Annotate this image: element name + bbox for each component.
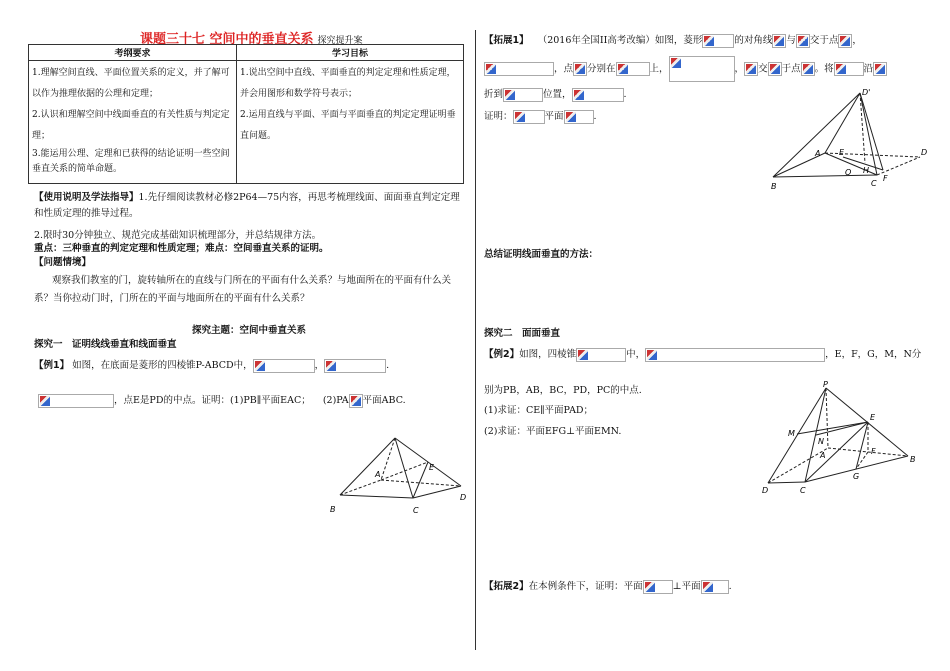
label-G: G xyxy=(853,472,860,481)
label-F: F xyxy=(871,447,876,456)
separator: ， xyxy=(314,360,325,371)
formula-image xyxy=(772,34,786,48)
label-C: C xyxy=(871,179,877,188)
pyramid-figure-1 xyxy=(325,430,470,520)
label-A: A xyxy=(375,470,381,479)
label-P: P xyxy=(823,380,828,389)
formula-image xyxy=(643,580,673,594)
label-F: F xyxy=(883,174,888,183)
ext1-text: 分别在 xyxy=(587,63,616,75)
ex2-text: ，E，F，G，M，N分 xyxy=(825,349,922,360)
example1-text-2: ，点E是PD的中点。证明：(1)PB∥平面EAC； xyxy=(114,395,311,406)
goals-cell xyxy=(237,61,464,184)
example1-line2 xyxy=(38,392,406,408)
extension1-heading: 【拓展1】 xyxy=(484,35,529,46)
label-B: B xyxy=(910,455,916,464)
label-D: D xyxy=(460,493,467,502)
ext1-text: ， xyxy=(734,63,745,75)
page-title: 课题三十七 空间中的垂直关系 探究提升案 xyxy=(140,32,363,47)
label-D: D xyxy=(762,486,769,495)
label-O: O xyxy=(845,168,852,177)
goals-table xyxy=(28,44,464,184)
example1-heading: 【例1】 xyxy=(34,360,70,371)
ext1-text: 平面 xyxy=(544,111,564,122)
example2-line2: 别为PB，AB，BC，PD，PC的中点. xyxy=(484,385,642,396)
summary-heading: 总结证明线面垂直的方法： xyxy=(484,249,599,260)
label-C: C xyxy=(413,506,419,515)
ext2-text: ⊥平面 xyxy=(672,581,701,592)
label-N: N xyxy=(818,437,824,446)
formula-image xyxy=(873,62,887,76)
extension2 xyxy=(484,578,732,594)
formula-image xyxy=(801,62,815,76)
formula-image xyxy=(324,359,386,373)
label-E: E xyxy=(839,148,845,157)
formula-image xyxy=(484,62,554,76)
req-item: 3.能运用公理、定理和已获得的结论证明一些空间垂直关系的简单命题。 xyxy=(32,149,230,174)
label-D-prime: D' xyxy=(862,88,871,97)
formula-image xyxy=(796,34,810,48)
explore2-heading: 探究二 面面垂直 xyxy=(484,328,561,339)
usage-instructions xyxy=(34,190,466,222)
usage-text-2: 2.限时30分钟独立、规范完成基础知识梳理部分，并总结规律方法。 xyxy=(34,230,322,241)
example2-question1: (1)求证：CE∥平面PAD； xyxy=(484,405,594,416)
requirements-cell xyxy=(29,61,237,184)
usage-text-1: 1.先仔细阅读教材必修2P64—75内容，再思考梳理线面、面面垂直判定定理和性质定理的推导过程。 xyxy=(34,192,460,219)
req-item: 2.认识和理解空间中线面垂直的有关性质与判定定理； xyxy=(32,110,230,141)
goal-item: 2.运用直线与平面、平面与平面垂直的判定定理证明垂直问题。 xyxy=(240,110,456,141)
formula-image xyxy=(669,56,735,82)
ext1-text: 折到 xyxy=(484,89,504,100)
theme-heading: 探究主题：空间中垂直关系 xyxy=(192,325,307,336)
scene-heading: 【问题情境】 xyxy=(34,257,92,268)
label-B: B xyxy=(771,182,777,191)
formula-image xyxy=(645,348,825,362)
pyramid-figure-2 xyxy=(760,378,925,496)
ext1-text: 交 xyxy=(758,63,768,75)
formula-image xyxy=(834,62,864,76)
example2-line1 xyxy=(484,346,921,362)
formula-image xyxy=(573,62,587,76)
label-C: C xyxy=(800,486,806,495)
label-D: D xyxy=(921,148,928,157)
label-A: A xyxy=(820,451,826,460)
example1-line1: 【例1】 如图，在底面是菱形的四棱锥P-ABCD中， ， . xyxy=(34,360,390,371)
ext1-text: ， xyxy=(852,35,862,46)
ex2-text: 中， xyxy=(626,349,646,360)
column-divider xyxy=(475,30,476,650)
ext2-text: . xyxy=(728,581,732,592)
ext1-text: 于点 xyxy=(781,63,801,75)
formula-image xyxy=(503,88,543,102)
formula-image xyxy=(253,359,315,373)
ext1-text: 证明： xyxy=(484,111,513,122)
folded-rhombus-figure xyxy=(765,85,935,195)
explore1-heading: 探究一 证明线线垂直和线面垂直 xyxy=(34,339,177,350)
label-E: E xyxy=(429,463,435,472)
extension1-line4 xyxy=(484,108,597,124)
formula-image xyxy=(702,34,734,48)
formula-image xyxy=(701,580,729,594)
ext2-text: 在本例条件下，证明：平面 xyxy=(528,581,643,592)
label-B: B xyxy=(330,505,336,514)
formula-image xyxy=(616,62,650,76)
example1-text-4: 平面ABC. xyxy=(362,395,406,406)
table-header-goals: 学习目标 xyxy=(237,45,464,61)
ext1-text: 位置， xyxy=(543,89,572,100)
ext1-text: （2016年全国II高考改编）如图，菱形 xyxy=(537,35,703,46)
formula-image xyxy=(572,88,624,102)
extension2-heading: 【拓展2】 xyxy=(484,581,529,592)
label-E: E xyxy=(870,413,876,422)
ext1-text: 交于点 xyxy=(809,35,839,46)
usage-heading: 【使用说明及学法指导】 xyxy=(34,192,139,203)
formula-image xyxy=(576,348,626,362)
example2-question2: (2)求证：平面EFG⊥平面EMN. xyxy=(484,426,622,437)
formula-image xyxy=(38,394,114,408)
formula-image xyxy=(768,62,782,76)
ext1-text: ，点 xyxy=(554,63,574,75)
ext1-text: 上， xyxy=(649,63,669,75)
req-item: 1.理解空间直线、平面位置关系的定义，并了解可以作为推理依据的公理和定理； xyxy=(32,68,230,99)
formula-image xyxy=(564,110,594,124)
goal-item: 1.说出空间中直线、平面垂直的判定定理和性质定理，并会用图形和数学符号表示； xyxy=(240,68,456,99)
label-H: H xyxy=(863,166,870,175)
table-header-requirements: 考纲要求 xyxy=(29,45,237,61)
ext1-text: . xyxy=(623,89,627,100)
extension1-line3 xyxy=(484,86,627,102)
scene-text: 观察我们教室的门，旋转轴所在的直线与门所在的平面有什么关系？与地面所在的平面有什么关系？当你拉动门时，门所在的平面与地面所在的平面有什么关系？ xyxy=(34,275,452,304)
ext1-text: 沿 xyxy=(863,63,874,75)
title-tag: 探究提升案 xyxy=(317,36,363,46)
ext1-text: . xyxy=(593,111,597,122)
label-A: A xyxy=(815,149,821,158)
formula-image xyxy=(513,110,545,124)
extension1-line1 xyxy=(484,32,862,48)
ext1-text: 与 xyxy=(786,35,796,46)
extension1-line2 xyxy=(484,56,887,82)
example2-heading: 【例2】 xyxy=(484,349,520,360)
ext1-text: 。将 xyxy=(814,63,834,75)
ex2-text: 如图，四棱锥 xyxy=(519,349,577,360)
ext1-text: 的对角线 xyxy=(734,35,773,46)
example1-text: 如图，在底面是菱形的四棱锥P-ABCD中， xyxy=(72,360,253,371)
label-M: M xyxy=(788,429,795,438)
example1-text-3: (2)PA xyxy=(322,395,349,406)
formula-image xyxy=(838,34,852,48)
key-points: 重点：三种垂直的判定定理和性质定理；难点：空间垂直关系的证明。 xyxy=(34,243,329,254)
formula-image xyxy=(349,394,363,408)
formula-image xyxy=(744,62,758,76)
